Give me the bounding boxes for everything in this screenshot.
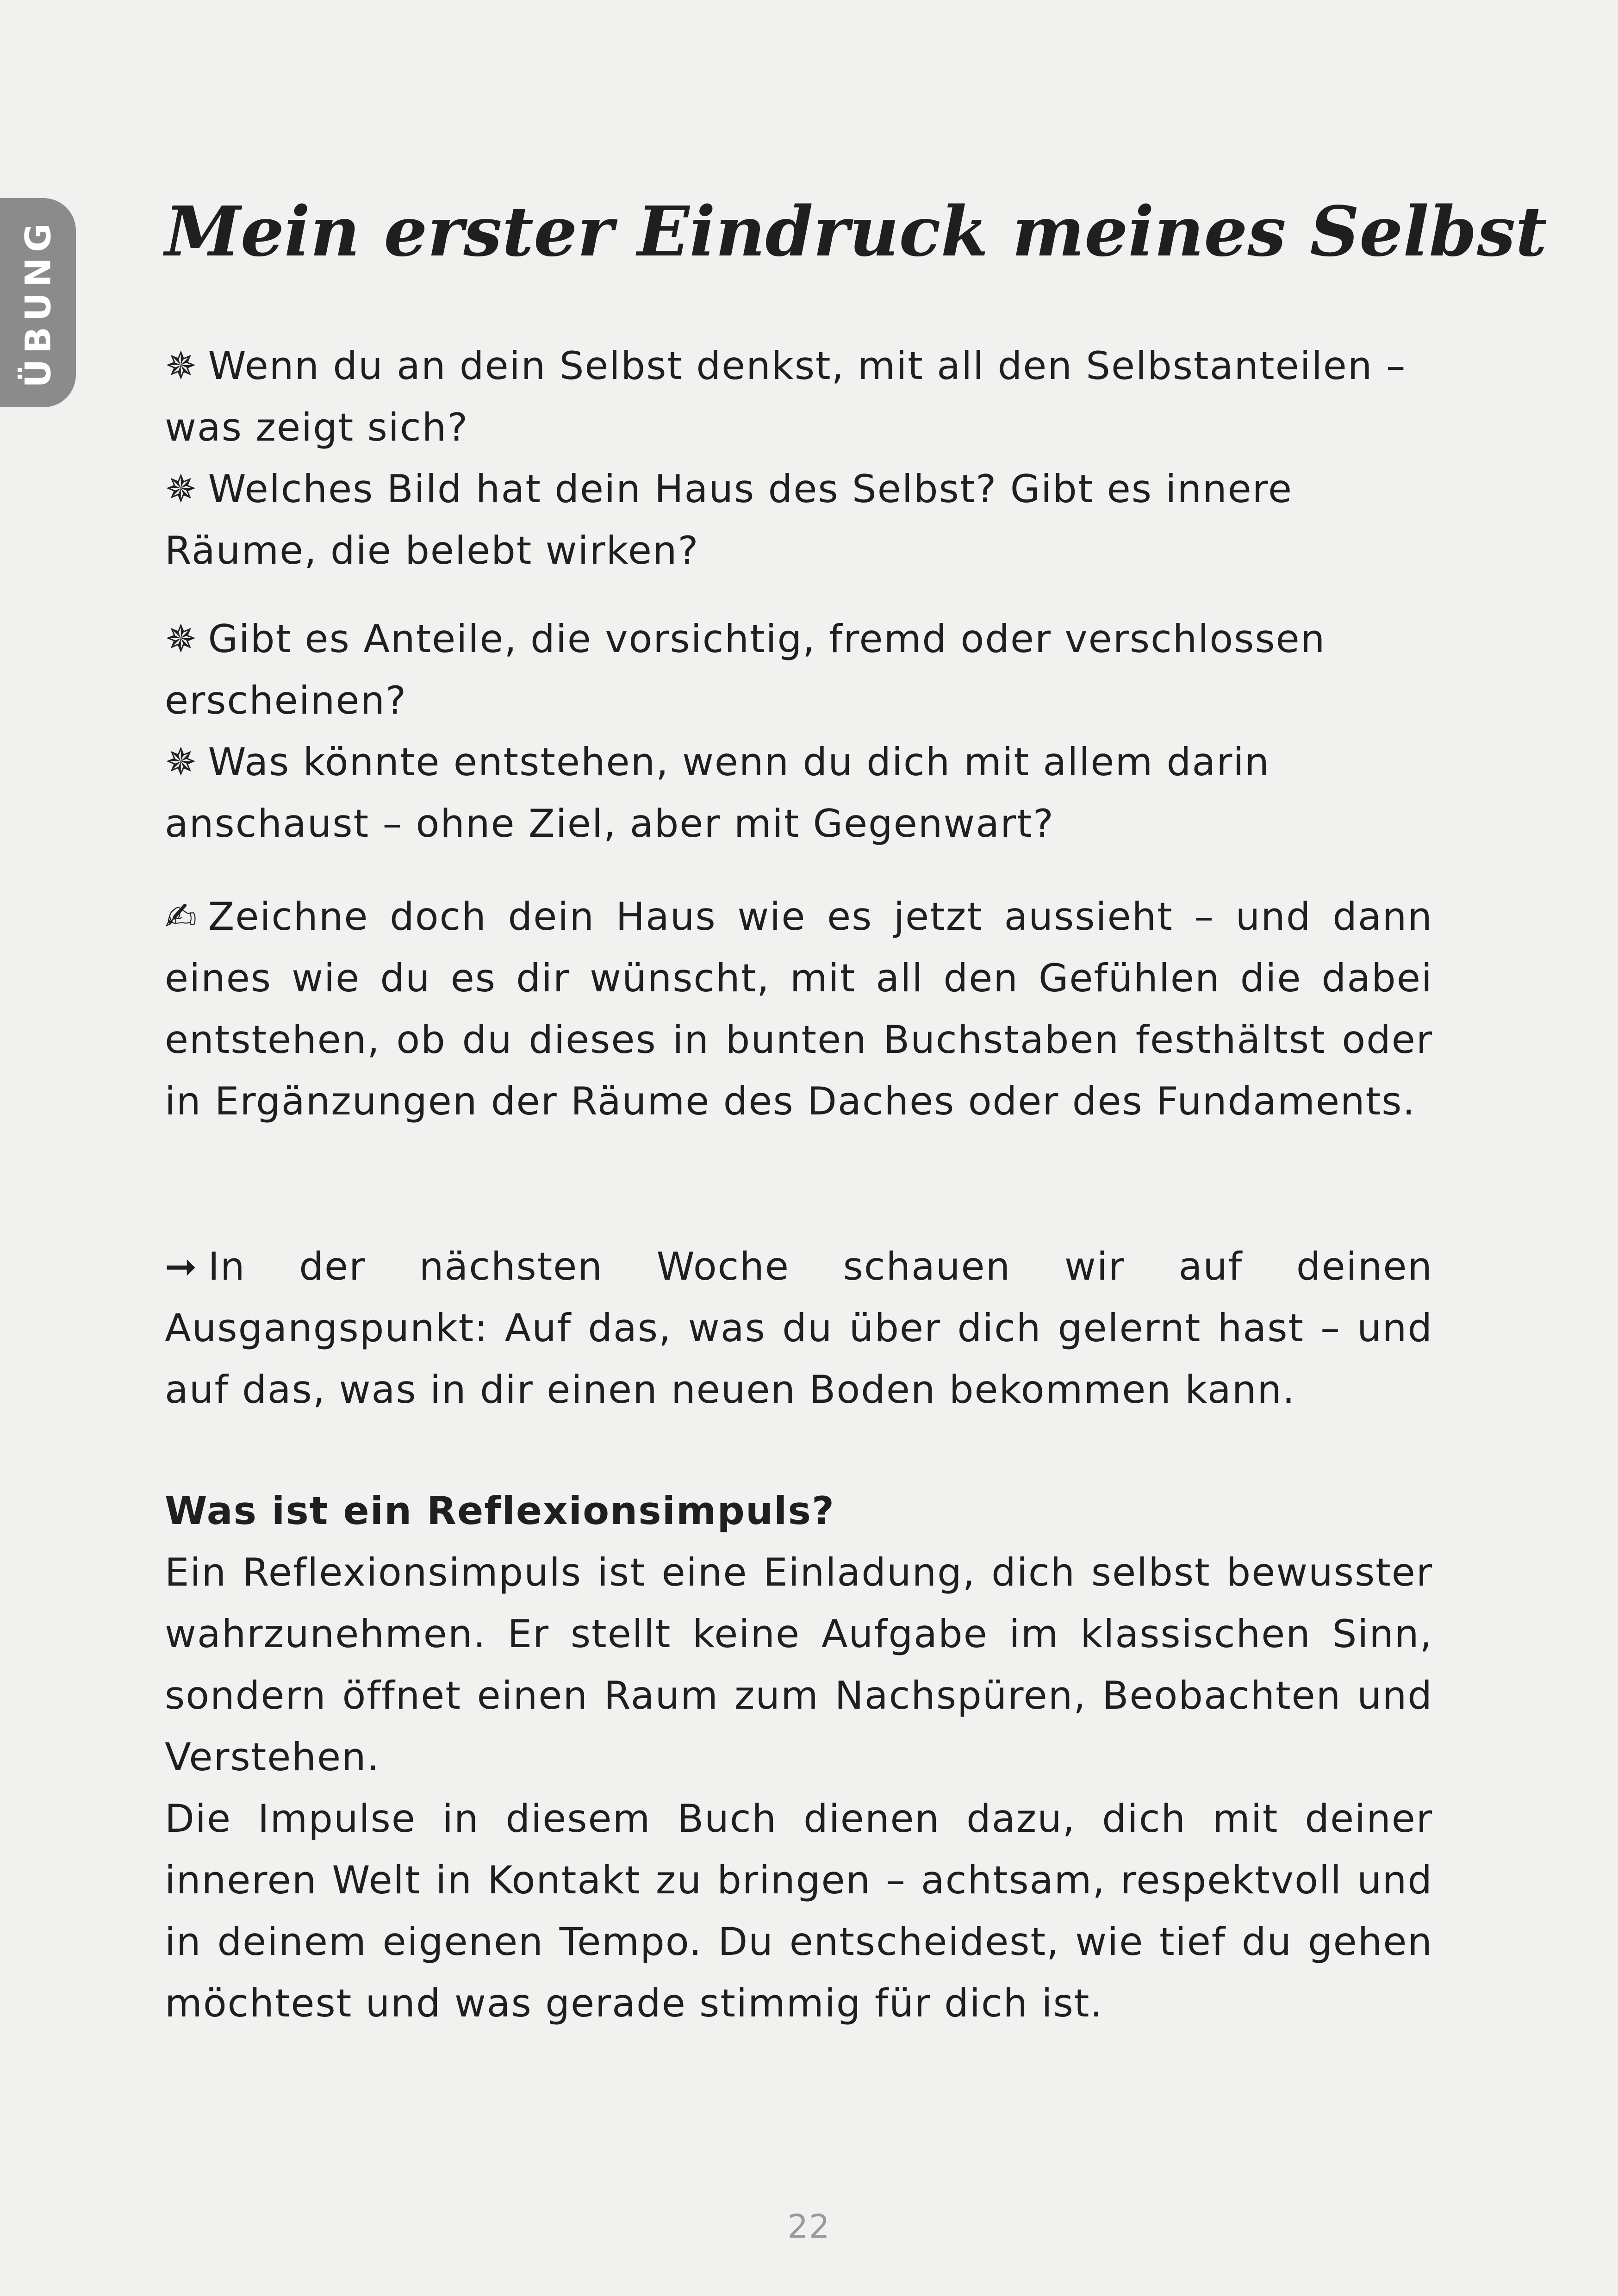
drawing-task-paragraph bbox=[165, 886, 1433, 1132]
next-week-note bbox=[165, 1236, 1433, 1420]
next-week-paragraph bbox=[165, 1236, 1433, 1420]
drawing-task bbox=[165, 886, 1433, 1132]
drawing-task-text: Zeichne doch dein Haus wie es jetzt aussieht – und dann eines wie du es dir wünscht, mit all den Gefühlen die dabei entstehen, ob du dieses in bunten Buchstaben festhältst oder in Ergänzungen der Räume des Daches oder des Fundaments. bbox=[165, 894, 1433, 1124]
question-item bbox=[165, 335, 1433, 458]
question-item bbox=[165, 731, 1433, 854]
star-bullet-icon: ✵ bbox=[165, 740, 198, 784]
star-bullet-icon: ✵ bbox=[165, 616, 198, 661]
question-text: Wenn du an dein Selbst denkst, mit all den Selbstanteilen – was zeigt sich? bbox=[165, 343, 1406, 450]
reflection-section bbox=[165, 1480, 1433, 2034]
reflection-paragraph: Die Impulse in diesem Buch dienen dazu, dich mit deiner inneren Welt in Kontakt zu bringen – achtsam, respektvoll und in deinem eigenen Tempo. Du entscheidest, wie tief du gehen möchtest und was gerade stimmig für dich ist. bbox=[165, 1796, 1433, 2026]
arrow-right-icon: ➞ bbox=[165, 1244, 198, 1289]
side-tab-label: ÜBUNG bbox=[17, 218, 59, 388]
question-text: Gibt es Anteile, die vorsichtig, fremd oder verschlossen erscheinen? bbox=[165, 616, 1326, 723]
reflection-paragraph: Ein Reflexionsimpuls ist eine Einladung, dich selbst bewusster wahrzunehmen. Er stellt keine Aufgabe im klassischen Sinn, sondern öffnet einen Raum zum Nachspüren, Beobachten und Verstehen. bbox=[165, 1550, 1433, 1780]
next-week-text: In der nächsten Woche schauen wir auf deinen Ausgangspunkt: Auf das, was du über dich gelernt hast – und auf das, was in dir einen neuen Boden bekommen kann. bbox=[165, 1244, 1433, 1412]
question-text: Welches Bild hat dein Haus des Selbst? Gibt es innere Räume, die belebt wirken? bbox=[165, 467, 1293, 573]
exercise-side-tab bbox=[0, 198, 76, 407]
star-bullet-icon: ✵ bbox=[165, 467, 198, 511]
question-item bbox=[165, 608, 1433, 731]
page-title: Mein erster Eindruck meines Selbst bbox=[165, 191, 1547, 272]
section-heading: Was ist ein Reflexionsimpuls? bbox=[165, 1488, 835, 1533]
question-item bbox=[165, 458, 1433, 581]
writing-hand-icon: ✍ bbox=[165, 894, 198, 939]
page-number: 22 bbox=[787, 2208, 831, 2246]
question-text: Was könnte entstehen, wenn du dich mit allem darin anschaust – ohne Ziel, aber mit Gegenwart? bbox=[165, 740, 1270, 846]
question-group-1 bbox=[165, 335, 1433, 581]
question-group-2 bbox=[165, 608, 1433, 854]
star-bullet-icon: ✵ bbox=[165, 343, 198, 388]
